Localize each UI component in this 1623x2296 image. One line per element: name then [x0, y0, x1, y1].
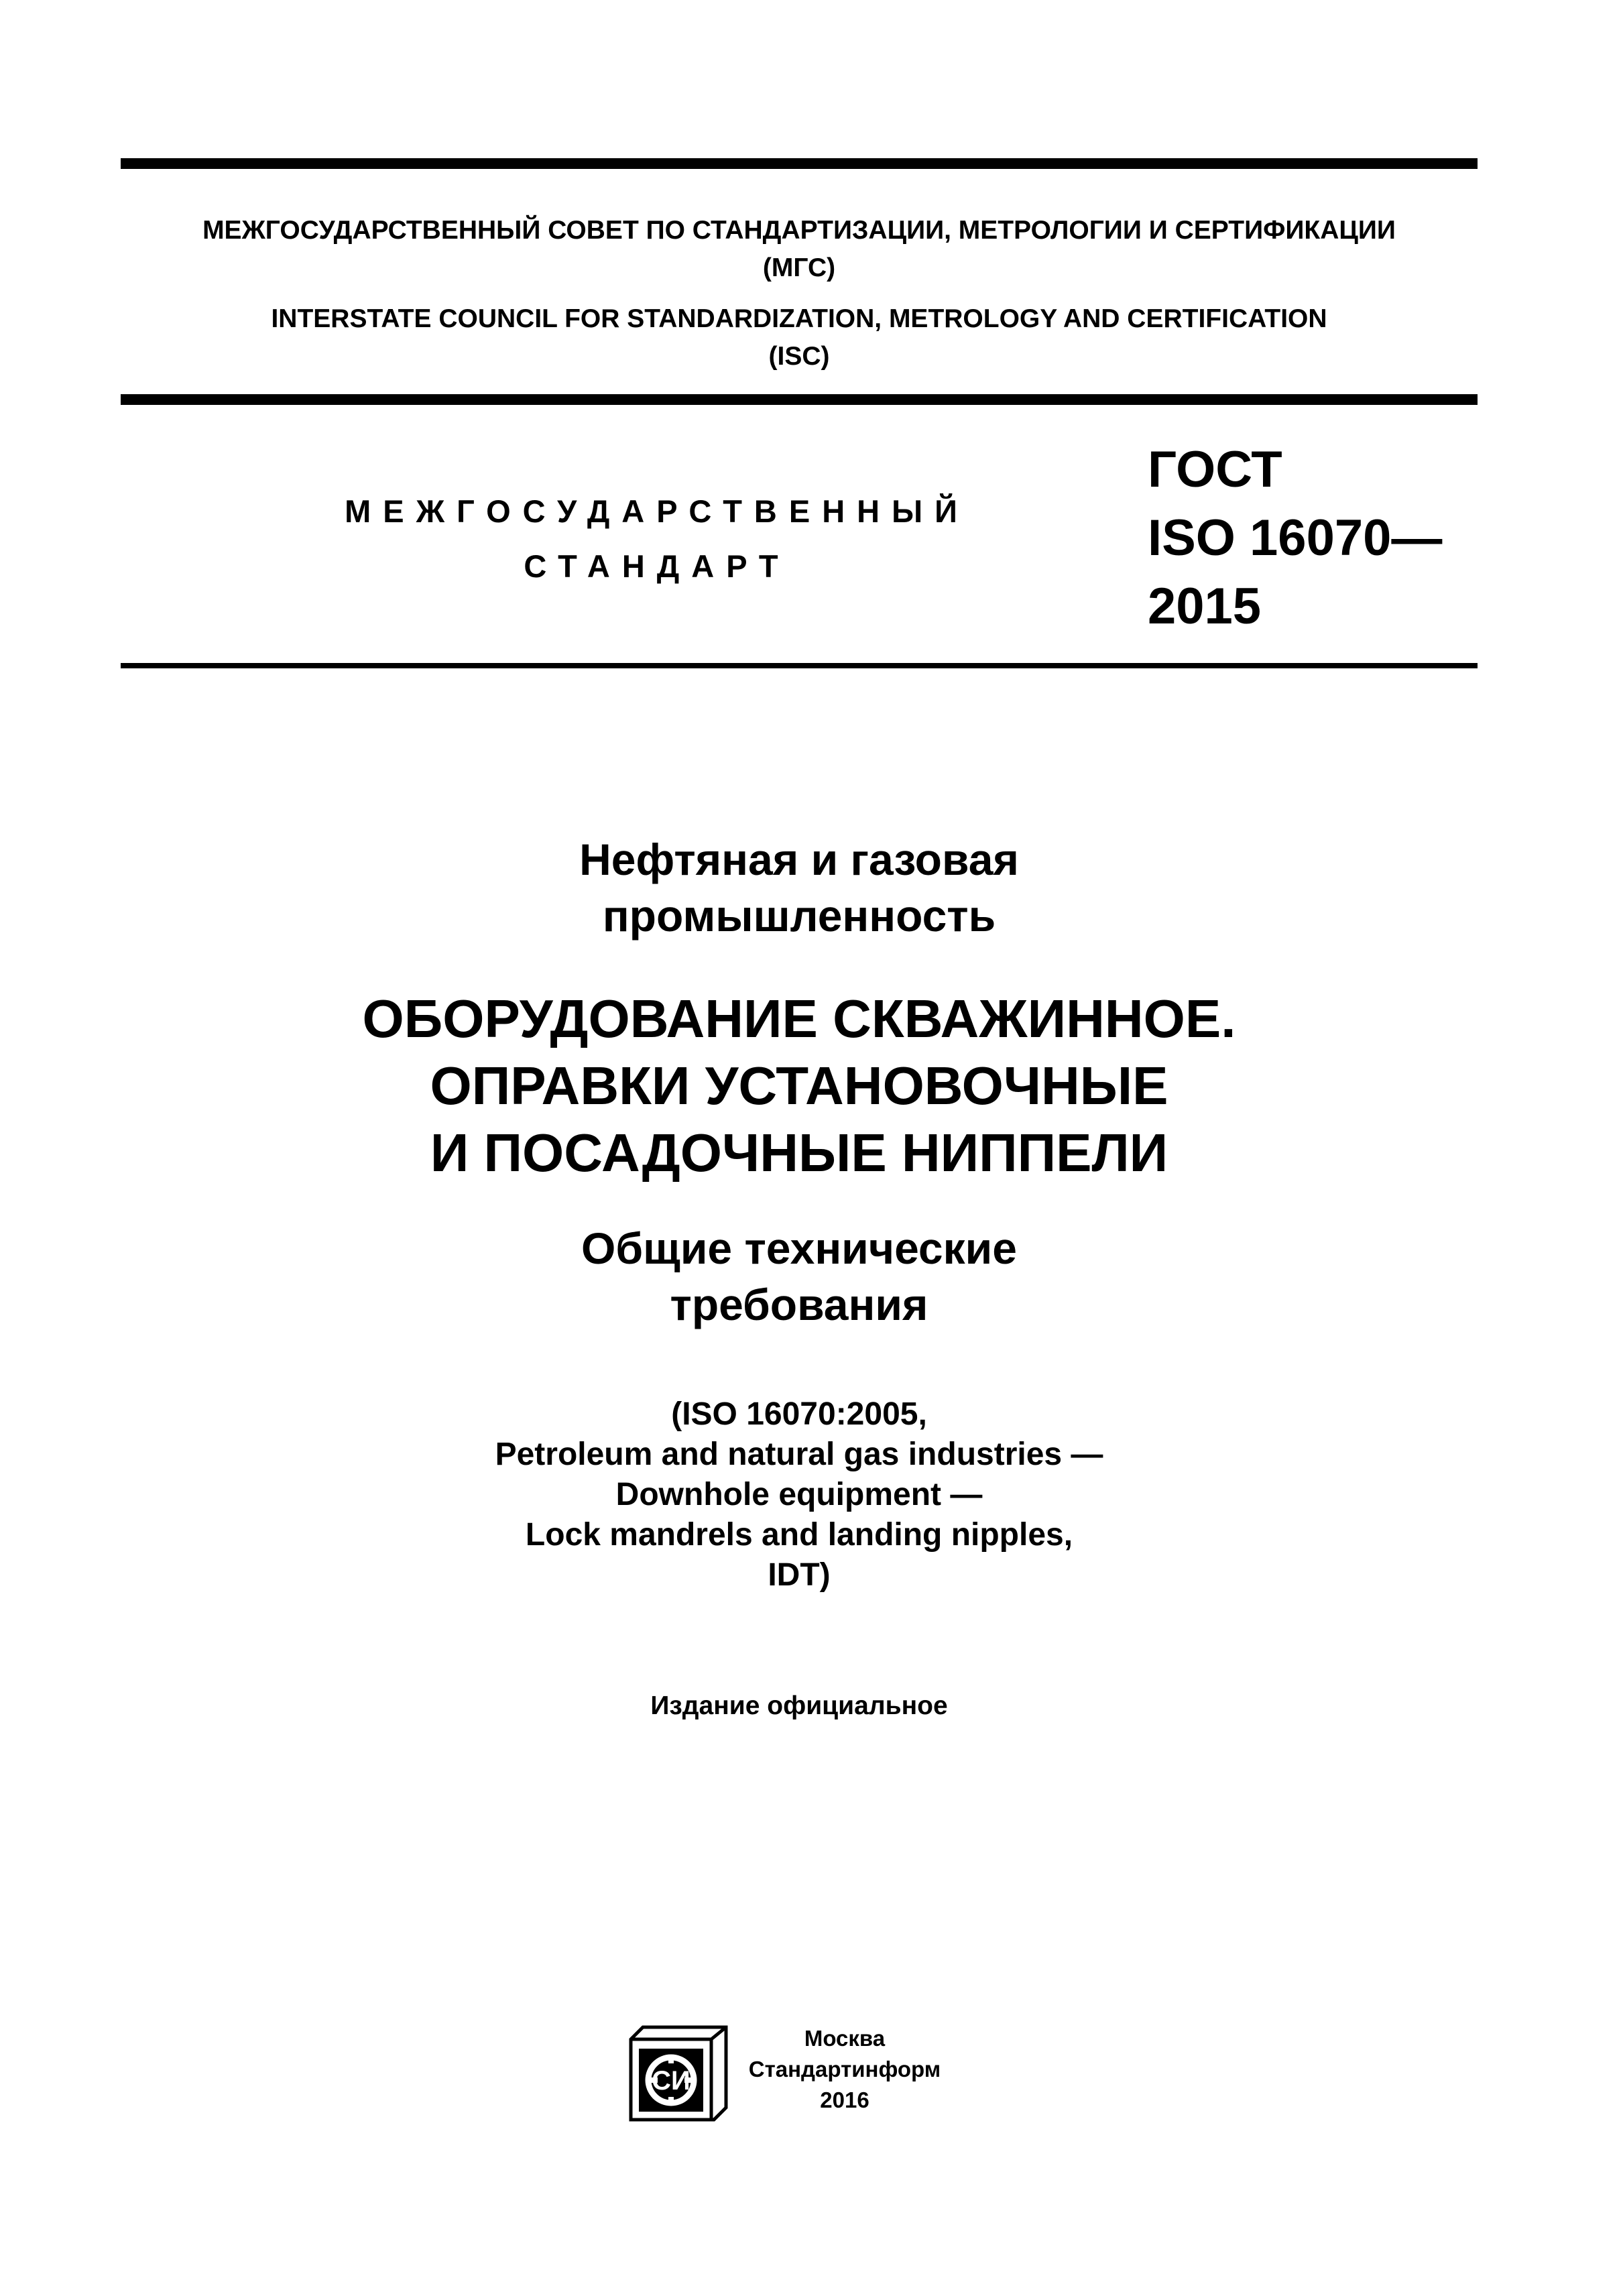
standard-kind [282, 484, 1032, 594]
council-abbr-en: (ISC) [768, 342, 830, 371]
standartinform-logo-icon [628, 2022, 729, 2122]
iso-reference-line1: (ISO 16070:2005, [671, 1396, 927, 1432]
council-abbr-ru: (МГС) [762, 253, 836, 282]
edition-text: Издание официальное [650, 1691, 948, 1720]
standard-kind-line2: СТАНДАРТ [524, 548, 790, 584]
council-name-en [121, 300, 1478, 375]
council-name-en-line1: INTERSTATE COUNCIL FOR STANDARDIZATION, METROLOGY AND CERTIFICATION [271, 304, 1327, 333]
designation-line1: ГОСТ [1148, 441, 1282, 498]
iso-reference-line4: Lock mandrels and landing nipples, [525, 1517, 1073, 1553]
requirements-line1: Общие технические [581, 1223, 1017, 1273]
publisher-city: Москва [804, 2026, 886, 2051]
edition-label [121, 1689, 1478, 1723]
document-title [121, 985, 1478, 1187]
title-line2: ОПРАВКИ УСТАНОВОЧНЫЕ [430, 1056, 1168, 1115]
industry-subtitle [121, 831, 1478, 944]
logo-text: СИ [652, 2066, 690, 2096]
bottom-divider [121, 663, 1478, 668]
iso-reference-line5: IDT) [768, 1557, 831, 1593]
subtitle-line1: Нефтяная и газовая [579, 835, 1019, 884]
publisher-name: Стандартинформ [748, 2057, 941, 2081]
council-name-ru-line1: МЕЖГОСУДАРСТВЕННЫЙ СОВЕТ ПО СТАНДАРТИЗАЦИИ, МЕТРОЛОГИИ И СЕРТИФИКАЦИИ [202, 216, 1396, 245]
publisher-block [744, 2023, 945, 2116]
requirements-title [121, 1220, 1478, 1333]
middle-divider [121, 394, 1478, 405]
title-line1: ОБОРУДОВАНИЕ СКВАЖИННОЕ. [362, 989, 1236, 1048]
requirements-line2: требования [670, 1280, 928, 1329]
standard-kind-line1: МЕЖГОСУДАРСТВЕННЫЙ [345, 493, 969, 529]
iso-reference-line2: Petroleum and natural gas industries — [495, 1437, 1103, 1472]
iso-reference [121, 1394, 1478, 1595]
top-divider [121, 158, 1478, 169]
publisher-year: 2016 [820, 2088, 869, 2112]
council-name-ru [121, 212, 1478, 287]
subtitle-line2: промышленность [602, 891, 996, 941]
designation-line2: ISO 16070— [1148, 509, 1443, 566]
iso-reference-line3: Downhole equipment — [615, 1477, 983, 1512]
title-line3: И ПОСАДОЧНЫЕ НИППЕЛИ [430, 1123, 1168, 1183]
standard-designation [1148, 436, 1442, 641]
designation-line3: 2015 [1148, 578, 1262, 635]
